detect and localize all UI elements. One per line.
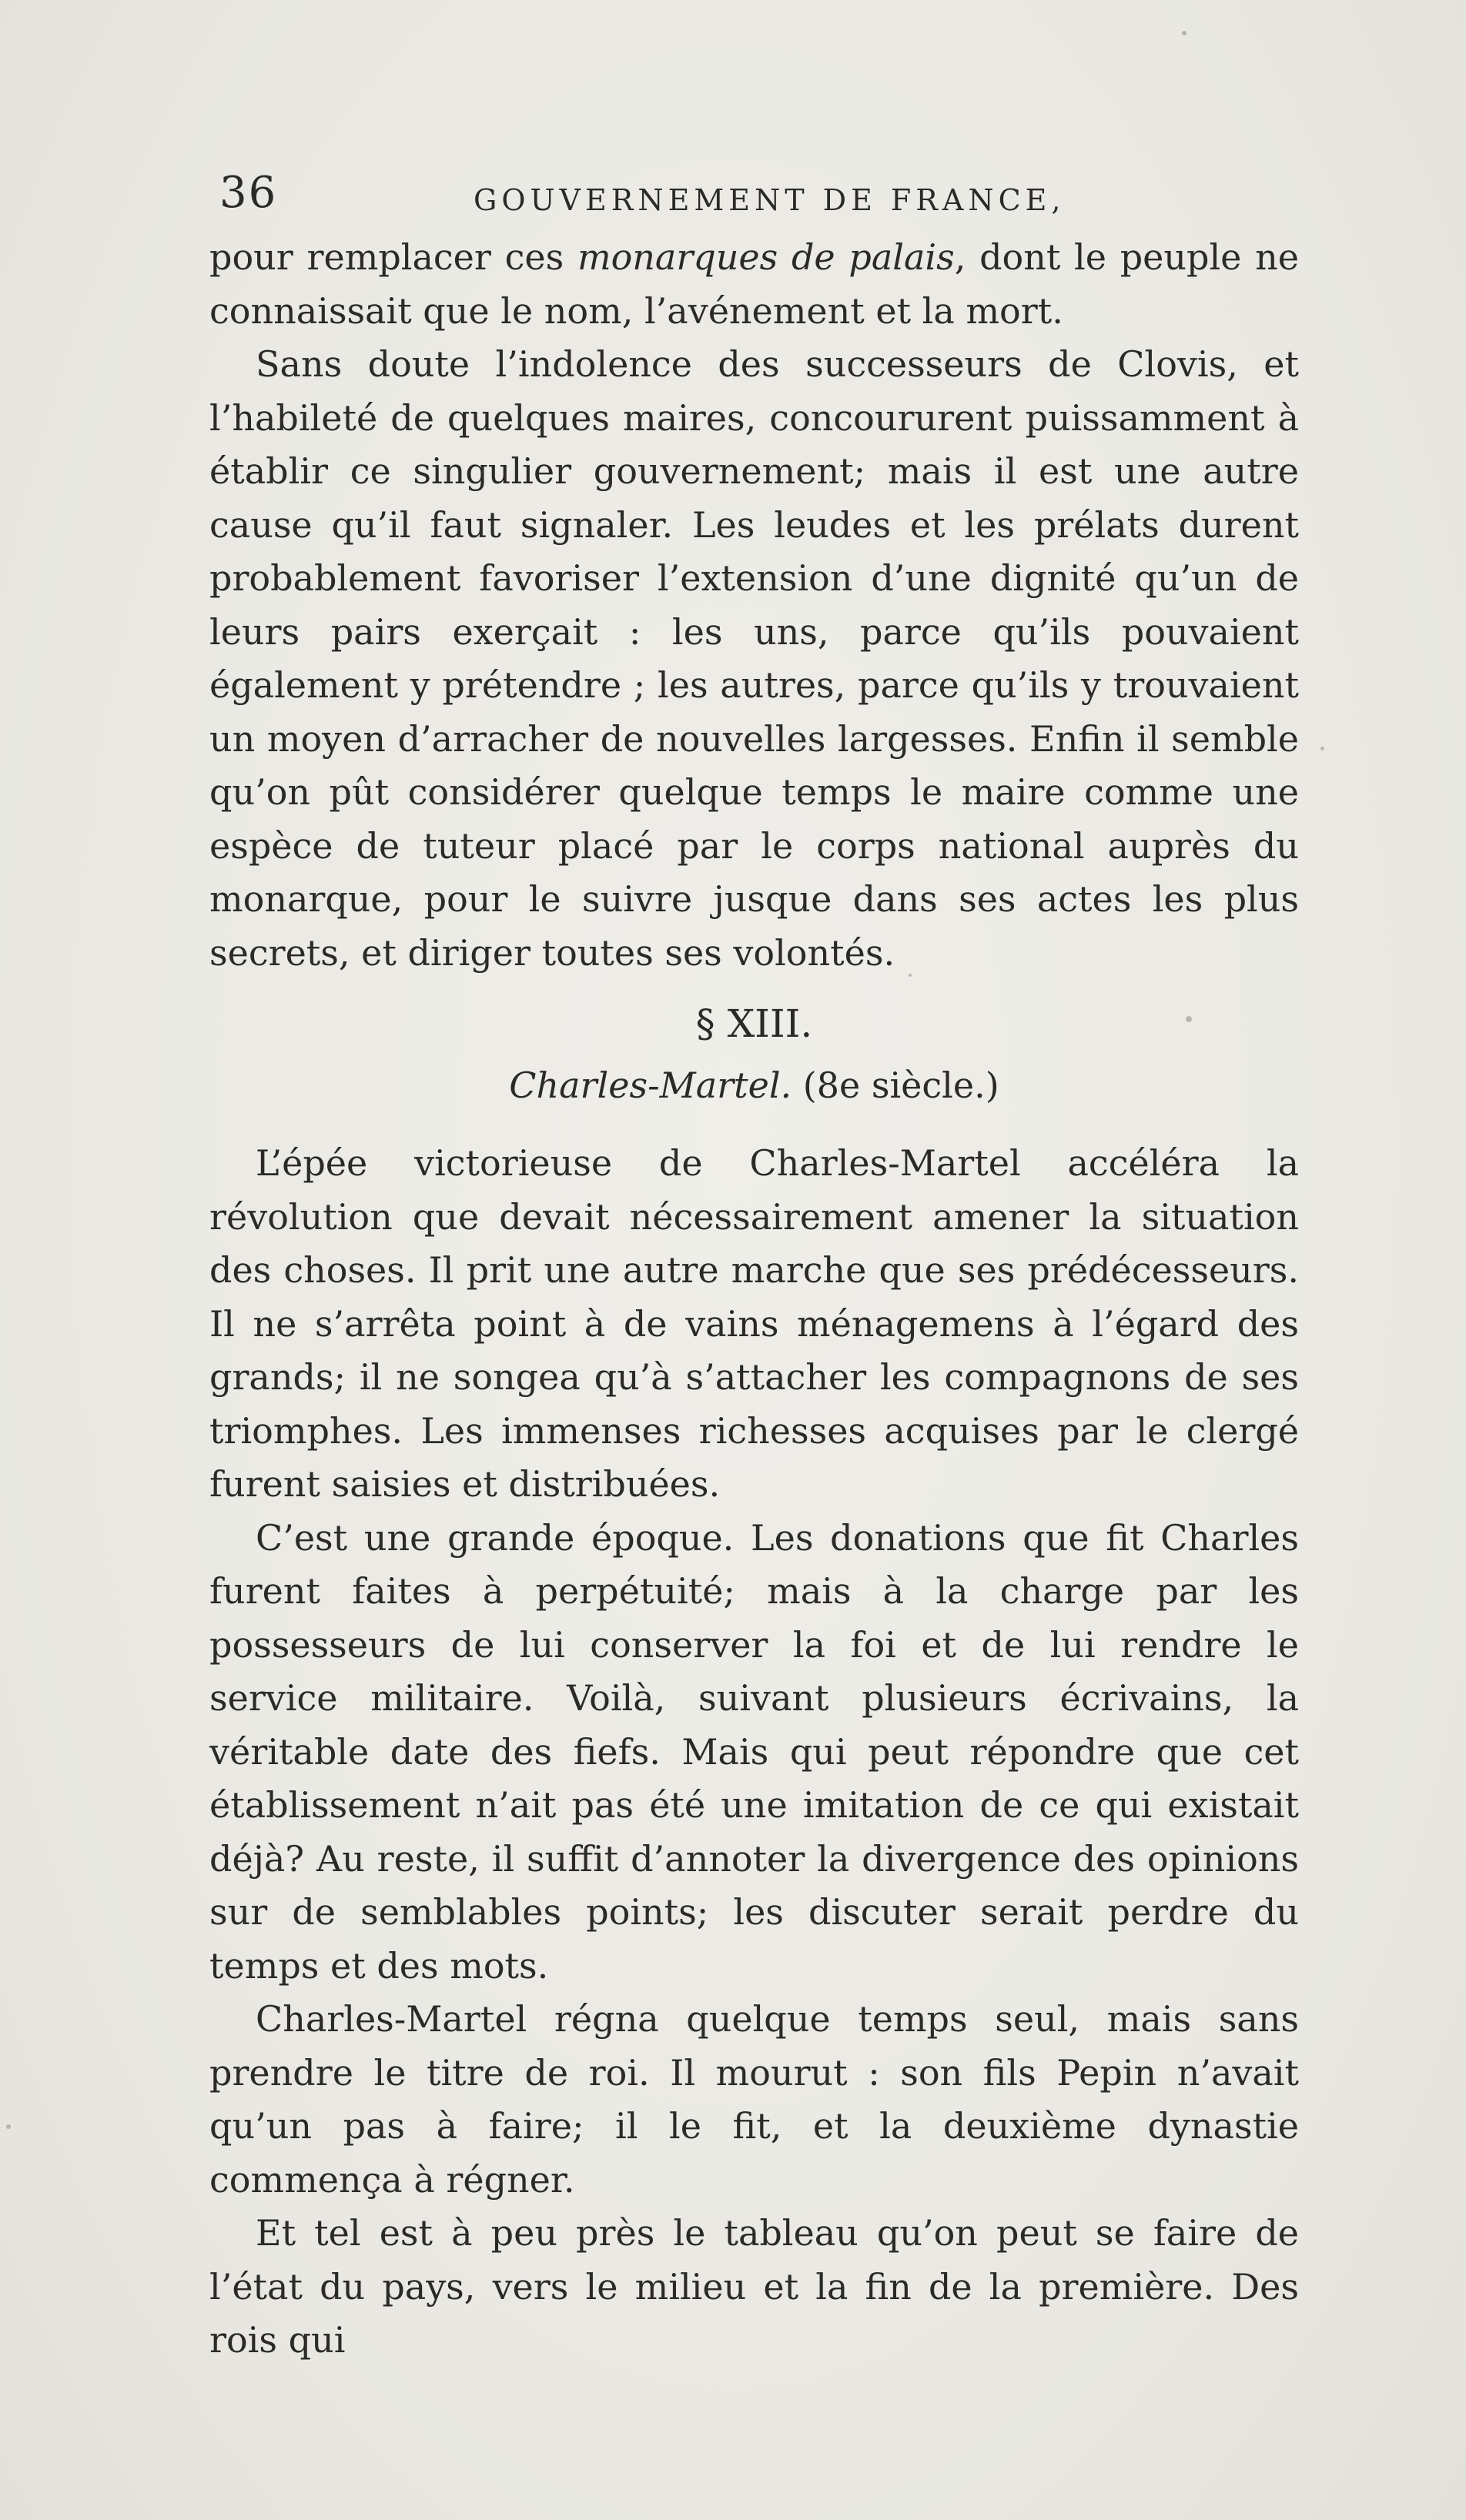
body-text xyxy=(209,231,1299,2368)
running-title: GOUVERNEMENT DE FRANCE, xyxy=(474,183,1066,217)
paper-speck xyxy=(1186,1016,1192,1022)
paragraph-3: L’épée victorieuse de Charles-Martel accéléra la révolution que devait nécessairement amener la situation des choses. Il prit une autre marche que ses prédécesseurs. Il ne s’arrêta point à de vains ménagemens à l’égard des grands; il ne songea qu’à s’attacher les compagnons de ses triomphes. Les immenses richesses acquises par le clergé furent saisies et distribuées. xyxy=(209,1142,1299,1505)
paragraph-6: Et tel est à peu près le tableau qu’on peut se faire de l’état du pays, vers le milieu et la fin de la première. Des rois qui xyxy=(209,2212,1299,2361)
paragraph-1: pour remplacer ces monarques de palais, dont le peuple ne connaissait que le nom, l’avénement et la mort. xyxy=(209,236,1299,332)
italic-phrase: monarques de palais xyxy=(577,236,955,278)
section-heading: § XIII. xyxy=(695,1001,813,1046)
paper-speck xyxy=(1182,31,1187,35)
page-number: 36 xyxy=(219,168,278,218)
paper-speck xyxy=(6,2124,11,2129)
paragraph-5: Charles-Martel régna quelque temps seul, mais sans prendre le titre de roi. Il mourut : son fils Pepin n’avait qu’un pas à faire; il le fit, et la deuxième dynastie commença à régner. xyxy=(209,1998,1299,2201)
paper-speck xyxy=(909,974,912,977)
section-subtitle: Charles-Martel. (8e siècle.) xyxy=(509,1064,999,1106)
paper-speck xyxy=(1320,747,1324,750)
paragraph-2: Sans doute l’indolence des successeurs de Clovis, et l’habileté de quelques maires, concoururent puissamment à établir ce singulier gouvernement; mais il est une autre cause qu’il faut signaler. Les leudes et les prélats durent probablement favoriser l’extension d’une dignité qu’un de leurs pairs exerçait : les uns, parce qu’ils pouvaient également y prétendre ; les autres, parce qu’ils y trouvaient un moyen d’arracher de nouvelles largesses. Enfin il semble qu’on pût considérer quelque temps le maire comme une espèce de tuteur placé par le corps national auprès du monarque, pour le suivre jusque dans ses actes les plus secrets, et diriger toutes ses volontés. xyxy=(209,343,1299,974)
paragraph-4: C’est une grande époque. Les donations que fit Charles furent faites à perpétuité; mais à la charge par les possesseurs de lui conserver la foi et de lui rendre le service militaire. Voilà, suivant plusieurs écrivains, la véritable date des fiefs. Mais qui peut répondre que cet établissement n’ait pas été une imitation de ce qui existait déjà? Au reste, il suffit d’annoter la divergence des opinions sur de semblables points; les discuter serait perdre du temps et des mots. xyxy=(209,1516,1299,1987)
